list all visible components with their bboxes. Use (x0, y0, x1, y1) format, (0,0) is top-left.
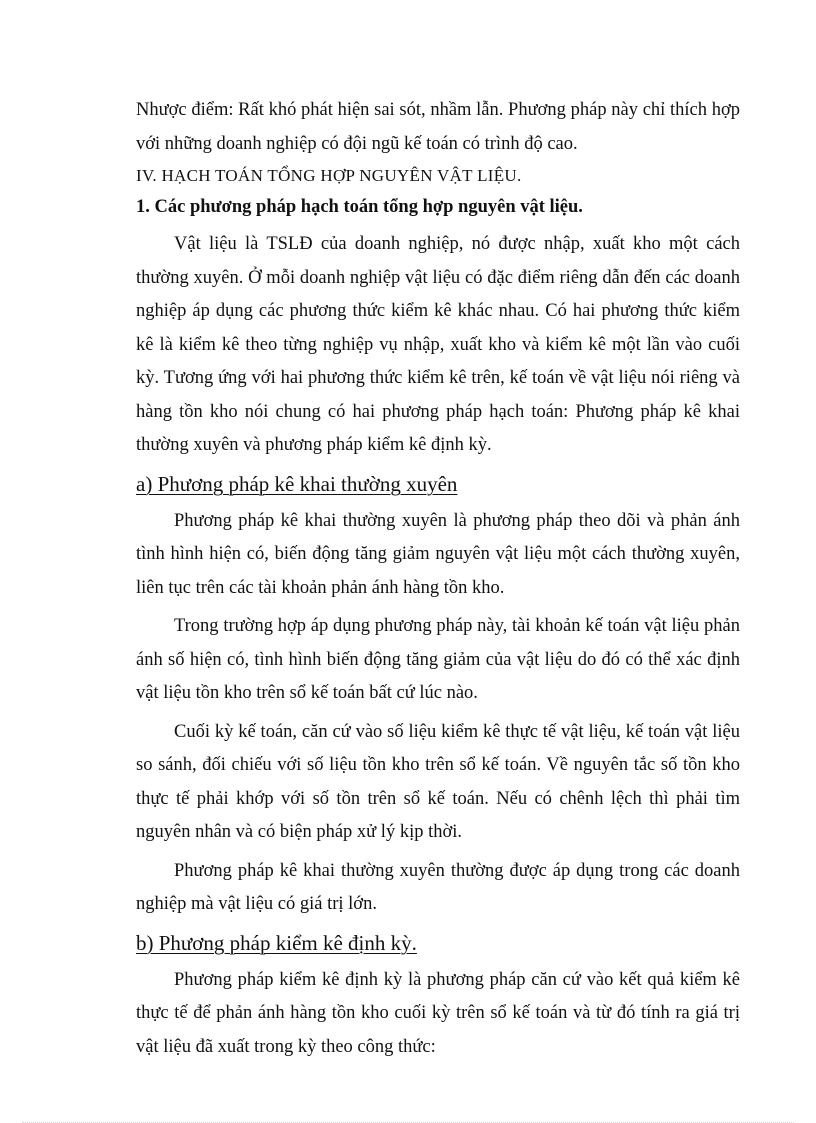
paragraph-a3: Cuối kỳ kế toán, căn cứ vào số liệu kiểm kê thực tế vật liệu, kế toán vật liệu so sánh, đối chiếu với số liệu tồn kho trên sổ kế toán. Về nguyên tắc số tồn kho thực tế phải khớp với số tồn trên sổ kế toán. Nếu có chênh lệch thì phải tìm nguyên nhân và có biện pháp xử lý kịp thời. (136, 721, 740, 842)
intro-paragraph: Nhược điểm: Rất khó phát hiện sai sót, nhầm lẫn. Phương pháp này chỉ thích hợp với những doanh nghiệp có đội ngũ kế toán có trình độ cao. (136, 100, 740, 154)
heading-a-text: a) Phương pháp kê khai thường xuyên (136, 471, 458, 496)
heading-b (136, 926, 740, 960)
paragraph-a1: Phương pháp kê khai thường xuyên là phương pháp theo dõi và phản ánh tình hình hiện có, biến động tăng giảm nguyên vật liệu một cách thường xuyên, liên tục trên các tài khoản phản ánh hàng tồn kho. (136, 510, 740, 598)
paragraph-a4: Phương pháp kê khai thường xuyên thường được áp dụng trong các doanh nghiệp mà vật liệu có giá trị lớn. (136, 860, 740, 914)
subsection-heading: 1. Các phương pháp hạch toán tổng hợp nguyên vật liệu. (136, 197, 583, 217)
heading-a (136, 467, 740, 501)
heading-b-text: b) Phương pháp kiểm kê định kỳ. (136, 930, 417, 955)
paragraph-b1: Phương pháp kiểm kê định kỳ là phương pháp căn cứ vào kết quả kiểm kê thực tế để phản ánh hàng tồn kho cuối kỳ trên sổ kế toán và từ đó tính ra giá trị vật liệu đã xuất trong kỳ theo công thức: (136, 969, 740, 1057)
document-page (136, 94, 740, 1064)
paragraph-a2: Trong trường hợp áp dụng phương pháp này, tài khoản kế toán vật liệu phản ánh số hiện có, tình hình biến động tăng giảm của vật liệu do đó có thể xác định vật liệu tồn kho trên sổ kế toán bất cứ lúc nào. (136, 616, 740, 703)
section-heading: IV. HẠCH TOÁN TỔNG HỢP NGUYÊN VẬT LIỆU. (136, 166, 522, 185)
paragraph-1: Vật liệu là TSLĐ của doanh nghiệp, nó được nhập, xuất kho một cách thường xuyên. Ở mỗi doanh nghiệp vật liệu có đặc điểm riêng dẫn đến các doanh nghiệp áp dụng các phương thức kiểm kê khác nhau. Có hai phương thức kiểm kê là kiểm kê theo từng nghiệp vụ nhập, xuất kho và kiểm kê một lần vào cuối kỳ. Tương ứng với hai phương thức kiểm kê trên, kế toán về vật liệu nói riêng và hàng tồn kho nói chung có hai phương pháp hạch toán: Phương pháp kê khai thường xuyên và phương pháp kiểm kê định kỳ. (136, 234, 740, 455)
